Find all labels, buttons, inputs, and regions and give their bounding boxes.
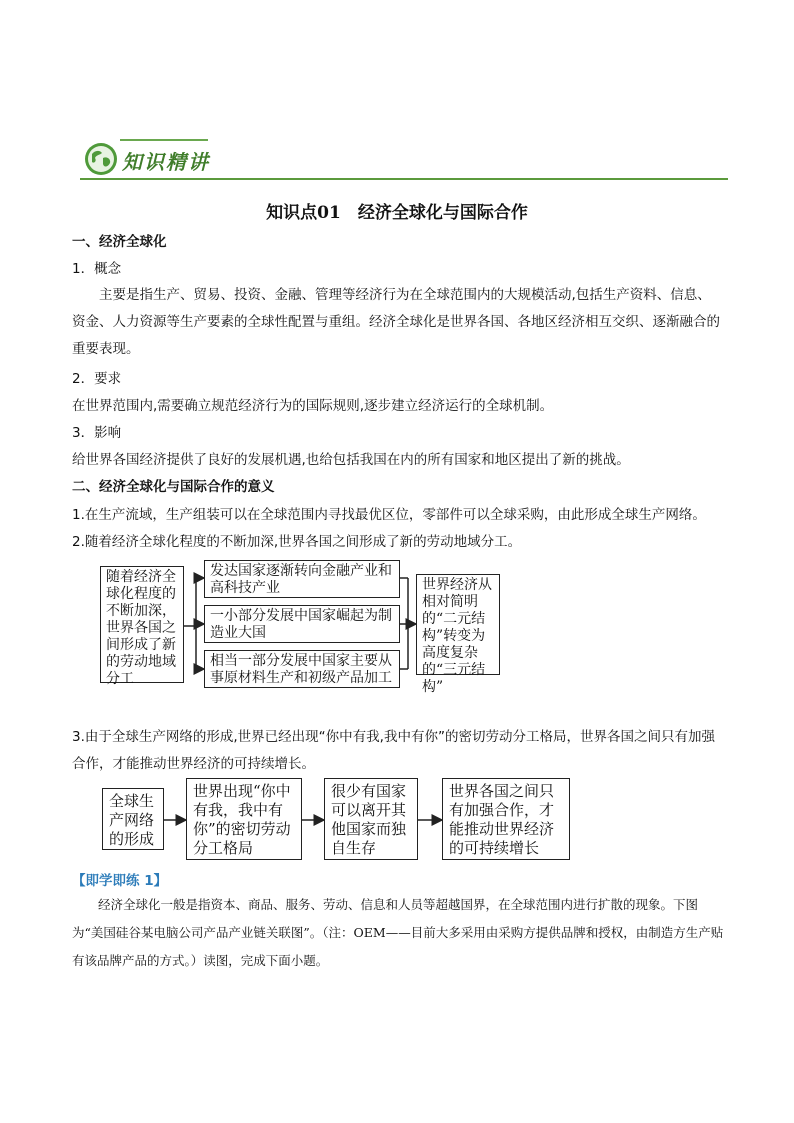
diagram2-cooperation-box: 世界各国之间只有加强合作，才能推动世界经济的可持续增长 <box>442 778 570 860</box>
impact-label: 3．影响 <box>72 425 122 441</box>
banner-title: 知识精讲 <box>122 150 210 174</box>
require-text: 在世界范围内,需要确立规范经济行为的国际规则,逐步建立经济运行的全球机制。 <box>72 398 554 414</box>
concept-label: 1．概念 <box>72 261 122 277</box>
diagram1-raw-material-box: 相当一部分发展中国家主要从事原材料生产和初级产品加工 <box>204 650 400 688</box>
diagram1-result-box: 世界经济从相对简明的“二元结构”转变为高度复杂的“三元结构” <box>416 574 500 675</box>
meaning-item-3: 3.由于全球生产网络的形成,世界已经出现“你中有我,我中有你”的密切劳动分工格局，世界各国之间只有加强合作，才能推动世界经济的可持续增长。 <box>72 729 715 772</box>
part2-heading: 二、经济全球化与国际合作的意义 <box>72 479 275 495</box>
meaning-item-2: 2.随着经济全球化程度的不断加深,世界各国之间形成了新的劳动地域分工。 <box>72 534 522 550</box>
part1-heading: 一、经济全球化 <box>72 234 167 250</box>
meaning-item-1: 1.在生产流域，生产组装可以在全球范围内寻找最优区位，零部件可以全球采购，由此形成全球生产网络。 <box>72 507 706 523</box>
diagram2-division-box: 世界出现“你中有我，我中有你”的密切劳动分工格局 <box>186 778 302 860</box>
section-title: 知识点01 经济全球化与国际合作 <box>266 203 528 223</box>
diagram2-network-box: 全球生产网络的形成 <box>102 788 164 850</box>
diagram2-interdependence-box: 很少有国家可以离开其他国家而独自生存 <box>324 778 418 860</box>
diagram1-manufacturing-box: 一小部分发展中国家崛起为制造业大国 <box>204 605 400 643</box>
impact-text: 给世界各国经济提供了良好的发展机遇,也给包括我国在内的所有国家和地区提出了新的挑战。 <box>72 452 630 468</box>
diagram1-cause-box: 随着经济全球化程度的不断加深，世界各国之间形成了新的劳动地域分工 <box>100 566 184 683</box>
require-label: 2．要求 <box>72 371 122 387</box>
diagram1-developed-box: 发达国家逐渐转向金融产业和高科技产业 <box>204 560 400 598</box>
practice-text: 经济全球化一般是指资本、商品、服务、劳动、信息和人员等超越国界，在全球范围内进行扩散的现象。下图为“美国硅谷某电脑公司产品产业链关联图”。（注：OEM——目前大多采用由采购方提供品牌和授权，由制造方生产贴有该品牌产品的方式。）读图，完成下面小题。 <box>72 897 724 968</box>
concept-text: 主要是指生产、贸易、投资、金融、管理等经济行为在全球范围内的大规模活动,包括生产资料、信息、资金、人力资源等生产要素的全球性配置与重组。经济全球化是世界各国、各地区经济相互交织、逐渐融合的重要表现。 <box>72 287 720 357</box>
practice-label: 【即学即练 1】 <box>72 873 168 889</box>
